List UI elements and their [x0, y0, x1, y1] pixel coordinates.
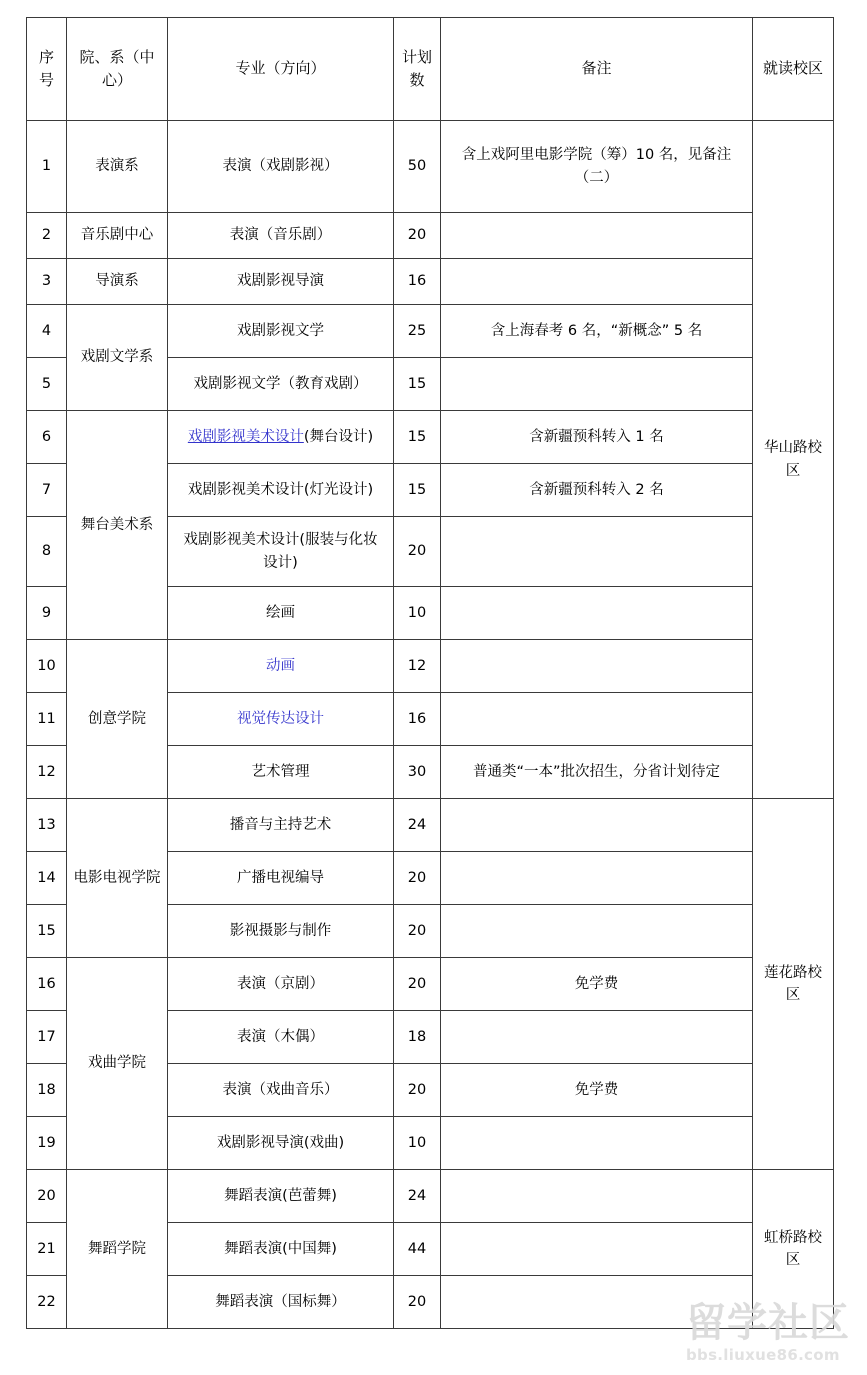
row-major: 表演（戏曲音乐）	[168, 1064, 394, 1117]
row-major: 表演（戏剧影视）	[168, 121, 394, 213]
row-major: 影视摄影与制作	[168, 905, 394, 958]
header-remark: 备注	[441, 18, 753, 121]
row-department: 戏剧文学系	[67, 305, 168, 411]
row-remark	[441, 587, 753, 640]
major-link[interactable]: 动画	[266, 657, 295, 674]
row-count: 20	[394, 1064, 441, 1117]
row-department: 导演系	[67, 259, 168, 305]
row-count: 20	[394, 213, 441, 259]
campus-group-huashan	[753, 121, 834, 799]
row-major: 播音与主持艺术	[168, 799, 394, 852]
row-count: 15	[394, 464, 441, 517]
row-remark: 含上海春考 6 名，“新概念” 5 名	[441, 305, 753, 358]
row-major-line2: 设计)	[263, 554, 298, 571]
row-major-line1: 戏剧影视美术设计(服装与化妆	[183, 532, 378, 549]
row-remark	[441, 1276, 753, 1329]
row-index: 17	[27, 1011, 67, 1064]
row-remark	[441, 852, 753, 905]
row-major: 戏剧影视导演	[168, 259, 394, 305]
campus-line2: 区	[785, 987, 801, 1003]
row-count: 25	[394, 305, 441, 358]
header-index-line2: 号	[38, 71, 54, 89]
row-remark	[441, 693, 753, 746]
header-major: 专业（方向）	[168, 18, 394, 121]
row-count: 15	[394, 358, 441, 411]
watermark-title: 留学社区	[686, 1300, 850, 1346]
row-remark	[441, 1011, 753, 1064]
table-header-row	[27, 18, 834, 121]
row-remark	[441, 213, 753, 259]
row-index: 6	[27, 411, 67, 464]
table-row	[27, 640, 834, 693]
row-major: 舞蹈表演(中国舞)	[168, 1223, 394, 1276]
row-remark: 含新疆预科转入 2 名	[441, 464, 753, 517]
row-department: 舞台美术系	[67, 411, 168, 640]
row-remark-line2: （二）	[574, 169, 619, 186]
row-major: 戏剧影视导演(戏曲)	[168, 1117, 394, 1170]
row-remark: 免学费	[441, 1064, 753, 1117]
row-remark	[441, 259, 753, 305]
row-count: 24	[394, 1170, 441, 1223]
row-count: 20	[394, 905, 441, 958]
row-index: 19	[27, 1117, 67, 1170]
row-count: 15	[394, 411, 441, 464]
row-major: 戏剧影视文学	[168, 305, 394, 358]
row-index: 1	[27, 121, 67, 213]
table-row	[27, 121, 834, 213]
row-index: 11	[27, 693, 67, 746]
table-row	[27, 259, 834, 305]
row-index: 14	[27, 852, 67, 905]
row-department: 戏曲学院	[67, 958, 168, 1170]
row-remark	[441, 1117, 753, 1170]
row-major: 表演（木偶）	[168, 1011, 394, 1064]
major-suffix: (舞台设计)	[303, 428, 374, 445]
row-remark	[441, 358, 753, 411]
campus-line2: 区	[785, 1252, 801, 1268]
row-count: 30	[394, 746, 441, 799]
header-campus: 就读校区	[753, 18, 834, 121]
row-remark: 含新疆预科转入 1 名	[441, 411, 753, 464]
row-major: 绘画	[168, 587, 394, 640]
row-count: 20	[394, 852, 441, 905]
row-count: 10	[394, 1117, 441, 1170]
watermark-url: bbs.liuxue86.com	[686, 1346, 840, 1364]
row-major: 表演（京剧）	[168, 958, 394, 1011]
campus-group-hongqiao	[753, 1170, 834, 1329]
header-count-line2: 数	[409, 71, 425, 89]
table-row	[27, 305, 834, 358]
campus-line2: 区	[785, 462, 801, 479]
header-index	[27, 18, 67, 121]
row-remark	[441, 640, 753, 693]
header-count-line1: 计划	[401, 47, 432, 66]
row-major	[168, 517, 394, 587]
row-major: 戏剧影视美术设计(灯光设计)	[168, 464, 394, 517]
campus-group-lianhua	[753, 799, 834, 1170]
row-remark	[441, 1223, 753, 1276]
admissions-plan-table	[26, 17, 834, 1329]
row-count: 16	[394, 259, 441, 305]
row-index: 5	[27, 358, 67, 411]
row-count: 16	[394, 693, 441, 746]
row-count: 44	[394, 1223, 441, 1276]
row-major[interactable]	[168, 640, 394, 693]
major-link[interactable]: 视觉传达设计	[237, 710, 324, 727]
campus-line1: 虹桥路校	[764, 1229, 822, 1246]
row-count: 50	[394, 121, 441, 213]
row-major[interactable]	[168, 411, 394, 464]
row-index: 13	[27, 799, 67, 852]
row-index: 15	[27, 905, 67, 958]
header-department-line2: 心）	[101, 71, 132, 89]
table-row	[27, 1170, 834, 1223]
row-index: 21	[27, 1223, 67, 1276]
row-department: 创意学院	[67, 640, 168, 799]
row-major: 表演（音乐剧）	[168, 213, 394, 259]
row-count: 24	[394, 799, 441, 852]
row-index: 18	[27, 1064, 67, 1117]
row-index: 16	[27, 958, 67, 1011]
campus-line1: 莲花路校	[764, 964, 822, 981]
row-index: 12	[27, 746, 67, 799]
row-remark	[441, 905, 753, 958]
campus-line1: 华山路校	[764, 440, 822, 457]
row-count: 10	[394, 587, 441, 640]
row-remark: 免学费	[441, 958, 753, 1011]
row-major: 舞蹈表演(芭蕾舞)	[168, 1170, 394, 1223]
table-row	[27, 411, 834, 464]
header-count	[394, 18, 441, 121]
row-department: 表演系	[67, 121, 168, 213]
row-department: 音乐剧中心	[67, 213, 168, 259]
row-major: 戏剧影视文学（教育戏剧）	[168, 358, 394, 411]
table-row	[27, 213, 834, 259]
row-index: 2	[27, 213, 67, 259]
row-major[interactable]	[168, 693, 394, 746]
row-count: 20	[394, 958, 441, 1011]
row-major: 艺术管理	[168, 746, 394, 799]
row-count: 20	[394, 1276, 441, 1329]
row-major: 广播电视编导	[168, 852, 394, 905]
table-row	[27, 958, 834, 1011]
header-index-line1: 序	[38, 47, 54, 66]
row-index: 9	[27, 587, 67, 640]
row-count: 20	[394, 517, 441, 587]
row-remark	[441, 1170, 753, 1223]
row-index: 10	[27, 640, 67, 693]
row-department: 舞蹈学院	[67, 1170, 168, 1329]
row-index: 7	[27, 464, 67, 517]
row-major: 舞蹈表演（国标舞）	[168, 1276, 394, 1329]
row-index: 8	[27, 517, 67, 587]
row-count: 12	[394, 640, 441, 693]
table-row	[27, 799, 834, 852]
row-remark-line1: 含上戏阿里电影学院（筹）10 名，见备注	[461, 147, 732, 164]
row-remark	[441, 121, 753, 213]
major-link[interactable]: 戏剧影视美术设计	[187, 428, 304, 445]
row-department: 电影电视学院	[67, 799, 168, 958]
header-department-line1: 院、系（中	[79, 47, 155, 66]
row-index: 22	[27, 1276, 67, 1329]
row-index: 20	[27, 1170, 67, 1223]
row-remark	[441, 517, 753, 587]
row-remark: 普通类“一本”批次招生，分省计划待定	[441, 746, 753, 799]
row-remark	[441, 799, 753, 852]
row-count: 18	[394, 1011, 441, 1064]
row-index: 3	[27, 259, 67, 305]
header-department	[67, 18, 168, 121]
row-index: 4	[27, 305, 67, 358]
